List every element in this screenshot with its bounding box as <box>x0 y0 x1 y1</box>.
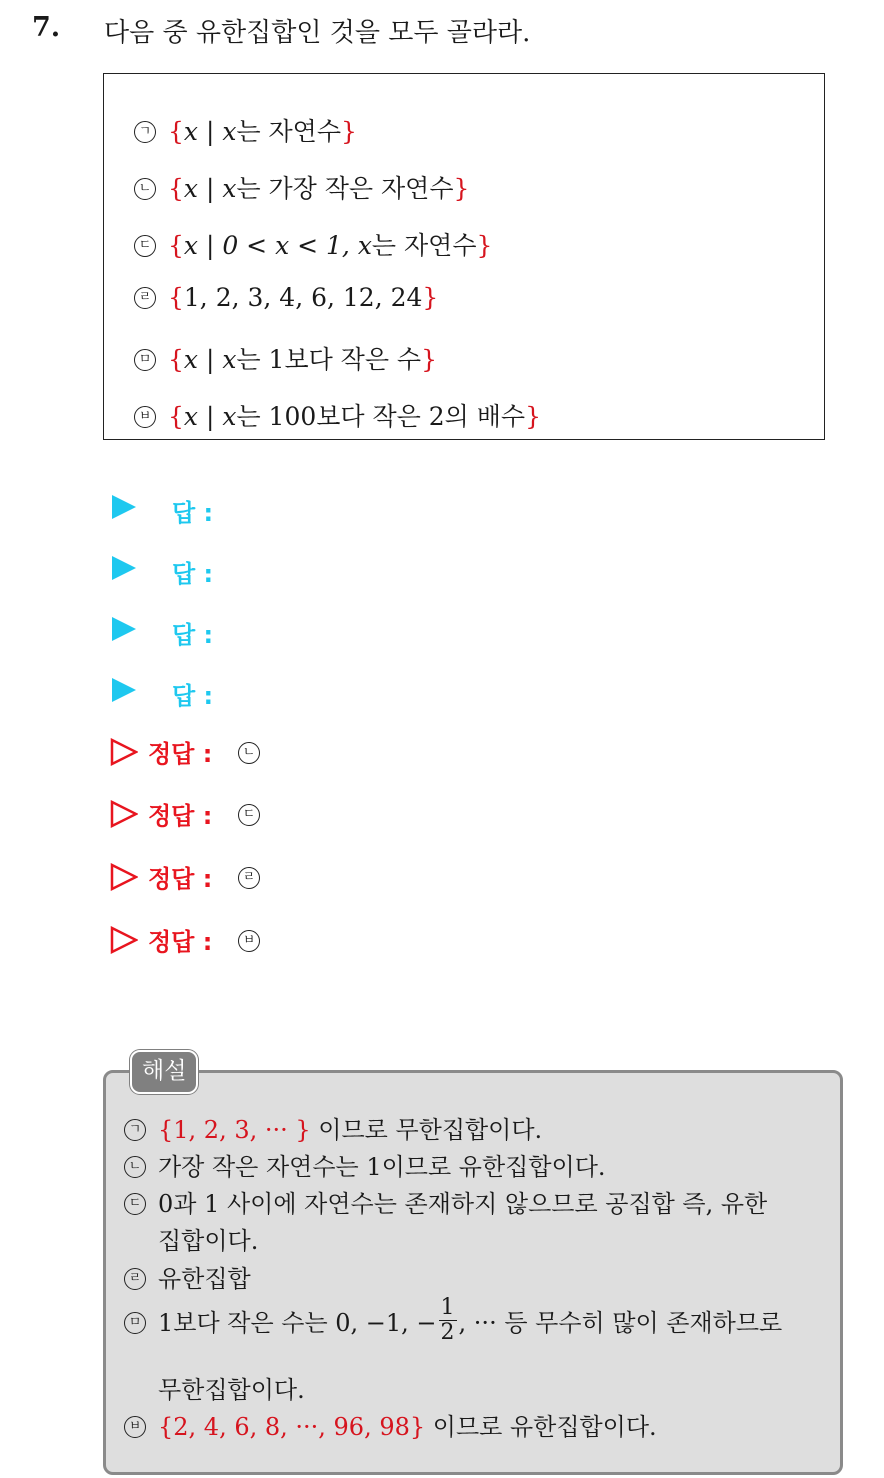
question-number: 7. <box>32 12 61 43</box>
correct-answer-value: ㄹ <box>238 867 260 889</box>
explanation-line: 집합이다. <box>158 1227 259 1255</box>
explanation-line: ㄴ 가장 작은 자연수는 1이므로 유한집합이다. <box>124 1147 606 1182</box>
question-text: 다음 중 유한집합인 것을 모두 골라라. <box>104 18 531 48</box>
explanation-line: ㄱ {1, 2, 3, ··· } 이므로 무한집합이다. <box>124 1110 542 1145</box>
marker-circle: ㅂ <box>134 406 156 428</box>
correct-answer-value: ㄷ <box>238 804 260 826</box>
play-triangle-icon <box>112 678 136 702</box>
explanation-line: 무한집합이다. <box>158 1376 305 1404</box>
answer-blank-row[interactable] <box>112 556 214 588</box>
answer-blank-row[interactable] <box>112 617 214 649</box>
option-a: ㄱ {x | x는 자연수} <box>134 112 357 148</box>
fraction: $\frac{1}{2}$ <box>440 1295 455 1345</box>
correct-answer-row <box>110 863 256 895</box>
option-e: ㅁ {x | x는 1보다 작은 수} <box>134 340 437 376</box>
explanation-line: ㄷ 0과 1 사이에 자연수는 존재하지 않으므로 공집합 즉, 유한 <box>124 1184 767 1219</box>
explanation-tag: 해설 <box>130 1050 198 1094</box>
correct-answer-row <box>110 738 256 770</box>
answer-blank-row[interactable] <box>112 678 214 710</box>
correct-answer-row <box>110 926 256 958</box>
correct-answer-row <box>110 800 256 832</box>
correct-answer-label: 정답 : <box>148 928 213 956</box>
answer-blank-row[interactable] <box>112 495 214 527</box>
play-triangle-icon <box>112 556 136 580</box>
play-triangle-icon <box>112 617 136 641</box>
option-b: ㄴ {x | x는 가장 작은 자연수} <box>134 169 469 205</box>
explanation-line: ㅂ {2, 4, 6, 8, ···, 96, 98} 이므로 유한집합이다. <box>124 1407 657 1442</box>
option-d: ㄹ {1, 2, 3, 4, 6, 12, 24} <box>134 283 438 312</box>
explanation-line: ㅁ 1보다 작은 수는 0, −1, − $\frac{1}{2}$ , ··· 등 무수히 많이 존재하므로 <box>124 1300 782 1349</box>
answer-label: 답 : <box>172 560 214 588</box>
correct-answer-label: 정답 : <box>148 740 213 768</box>
outline-triangle-icon <box>110 800 138 828</box>
option-c: ㄷ {x | 0 < x < 1, x는 자연수} <box>134 226 492 262</box>
play-triangle-icon <box>112 495 136 519</box>
correct-answer-value: ㄴ <box>238 742 260 764</box>
correct-answer-value: ㅂ <box>238 930 260 952</box>
answer-label: 답 : <box>172 621 214 649</box>
answer-label: 답 : <box>172 499 214 527</box>
marker-circle: ㄱ <box>134 121 156 143</box>
options-box <box>103 73 825 440</box>
correct-answer-label: 정답 : <box>148 802 213 830</box>
marker-circle: ㅁ <box>134 349 156 371</box>
outline-triangle-icon <box>110 863 138 891</box>
answer-label: 답 : <box>172 682 214 710</box>
marker-circle: ㄷ <box>134 235 156 257</box>
outline-triangle-icon <box>110 738 138 766</box>
marker-circle: ㄹ <box>134 287 156 309</box>
marker-circle: ㄴ <box>134 178 156 200</box>
correct-answer-label: 정답 : <box>148 865 213 893</box>
explanation-line: ㄹ 유한집합 <box>124 1259 251 1294</box>
option-f: ㅂ {x | x는 100보다 작은 2의 배수} <box>134 397 541 433</box>
outline-triangle-icon <box>110 926 138 954</box>
